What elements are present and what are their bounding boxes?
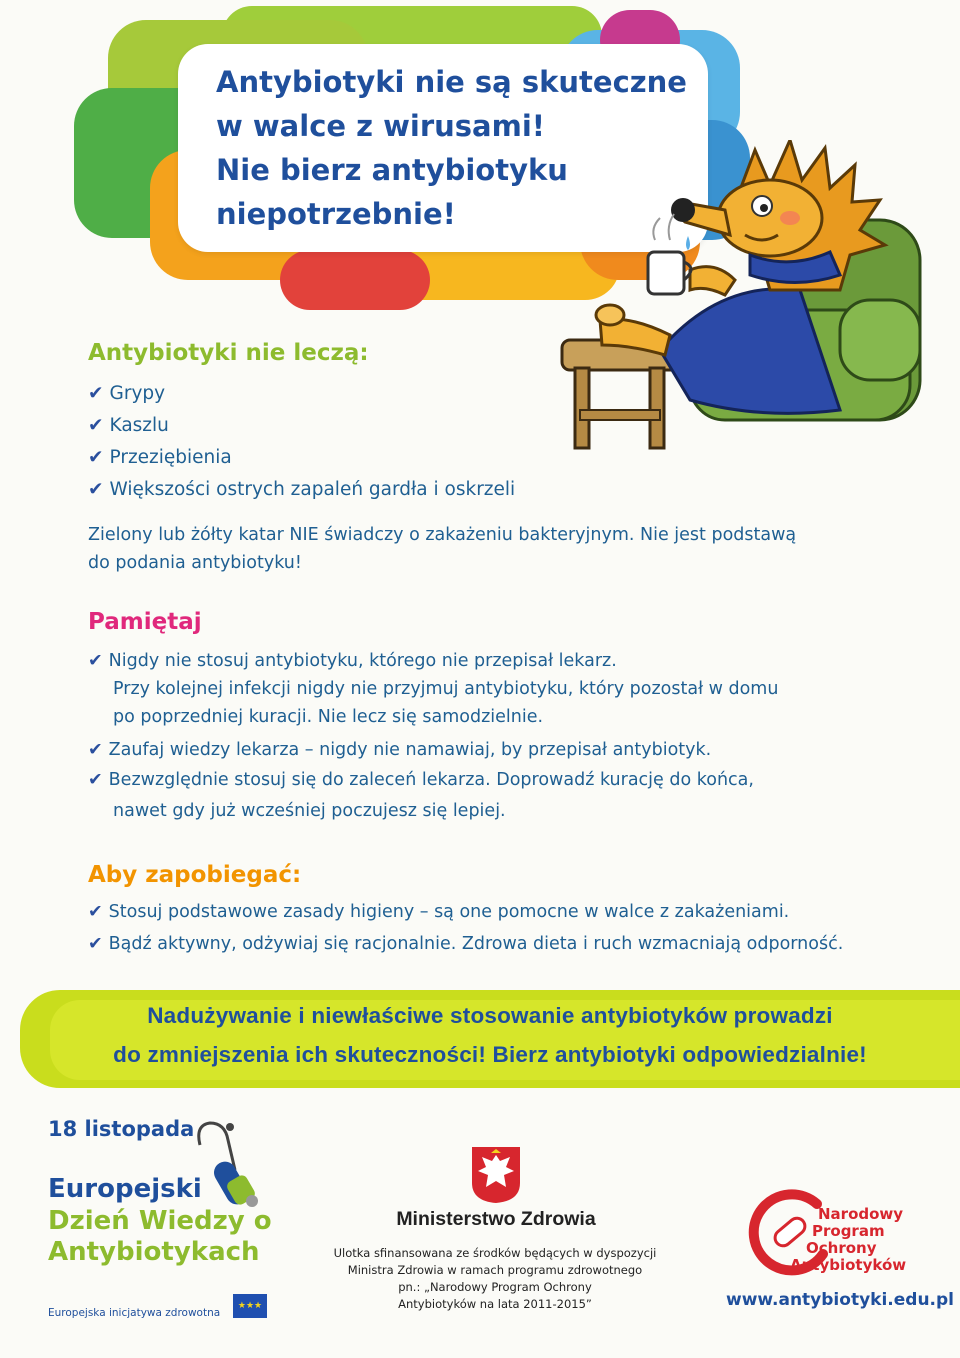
section-title-remember: Pamiętaj <box>88 609 202 635</box>
list-item: ✔ Bądź aktywny, odżywiaj się racjonalnie. Zdrowa dieta i ruch wzmacniają odporność. <box>88 934 844 954</box>
check-icon: ✔ <box>88 902 103 922</box>
katar-note-line: do podania antybiotyku! <box>88 553 302 573</box>
check-icon: ✔ <box>88 447 104 468</box>
list-item: ✔ Większości ostrych zapaleń gardła i oskrzeli <box>88 479 516 500</box>
check-icon: ✔ <box>88 383 104 404</box>
check-icon: ✔ <box>88 740 103 760</box>
ministry-name: Ministerstwo Zdrowia <box>396 1208 596 1230</box>
eu-initiative-text: Europejska inicjatywa zdrowotna <box>48 1307 221 1319</box>
banner-line: do zmniejszenia ich skuteczności! Bierz antybiotyki odpowiedzialnie! <box>113 1042 867 1067</box>
npoa-name-line: Program <box>812 1222 885 1240</box>
eaad-date: 18 listopada <box>48 1117 195 1141</box>
list-item-continued: po poprzedniej kuracji. Nie lecz się samodzielnie. <box>113 707 544 727</box>
sick-hedgehog-illustration <box>540 140 940 470</box>
section-title-prevent: Aby zapobiegać: <box>88 862 302 888</box>
list-item: ✔ Zaufaj wiedzy lekarza – nigdy nie namawiaj, by przepisał antybiotyk. <box>88 740 712 760</box>
eaad-title-line: Antybiotykach <box>48 1237 260 1267</box>
check-icon: ✔ <box>88 770 103 790</box>
warning-banner <box>20 990 960 1088</box>
headline-line: Antybiotyki nie są skuteczne <box>216 65 687 99</box>
funding-note-line: Ulotka sfinansowana ze środków będących w dyspozycji <box>333 1246 657 1260</box>
banner-line: Nadużywanie i niewłaściwe stosowanie antybiotyków prowadzi <box>147 1003 833 1028</box>
list-item: ✔ Nigdy nie stosuj antybiotyku, którego nie przepisał lekarz. <box>88 651 617 671</box>
funding-note-line: pn.: „Narodowy Program Ochrony <box>398 1280 592 1294</box>
funding-note-line: Antybiotyków na lata 2011-2015” <box>398 1297 592 1311</box>
list-item: ✔ Przeziębienia <box>88 447 232 468</box>
eaad-title-line: Dzień Wiedzy o <box>48 1206 272 1236</box>
katar-note-line: Zielony lub żółty katar NIE świadczy o zakażeniu bakteryjnym. Nie jest podstawą <box>88 525 797 545</box>
check-icon: ✔ <box>88 479 104 500</box>
list-item-continued: nawet gdy już wcześniej poczujesz się lepiej. <box>113 801 506 821</box>
stethoscope-capsule-icon <box>190 1115 270 1215</box>
funding-note-line: Ministra Zdrowia w ramach programu zdrowotnego <box>347 1263 643 1277</box>
headline-line: w walce z wirusami! <box>216 109 546 143</box>
headline-line: Nie bierz antybiotyku <box>216 153 568 187</box>
check-icon: ✔ <box>88 934 103 954</box>
eu-flag-icon: ★★★ <box>233 1294 267 1318</box>
list-item: ✔ Kaszlu <box>88 415 169 436</box>
list-item: ✔ Grypy <box>88 383 166 404</box>
website-link[interactable]: www.antybiotyki.edu.pl <box>726 1290 954 1310</box>
polish-eagle-emblem-icon <box>470 1145 522 1205</box>
headline-line: niepotrzebnie! <box>216 197 456 231</box>
list-item: ✔ Stosuj podstawowe zasady higieny – są one pomocne w walce z zakażeniami. <box>88 902 790 922</box>
npoa-name-line: Ochrony <box>806 1239 877 1257</box>
eaad-title-line: Europejski <box>48 1174 202 1204</box>
check-icon: ✔ <box>88 415 104 436</box>
npoa-name-line: Antybiotyków <box>790 1256 907 1274</box>
check-icon: ✔ <box>88 651 103 671</box>
npoa-name-line: Narodowy <box>818 1205 904 1223</box>
list-item-continued: Przy kolejnej infekcji nigdy nie przyjmuj antybiotyku, który pozostał w domu <box>113 679 779 699</box>
list-item: ✔ Bezwzględnie stosuj się do zaleceń lekarza. Doprowadź kurację do końca, <box>88 770 754 790</box>
section-title-not-cure: Antybiotyki nie leczą: <box>88 340 369 366</box>
